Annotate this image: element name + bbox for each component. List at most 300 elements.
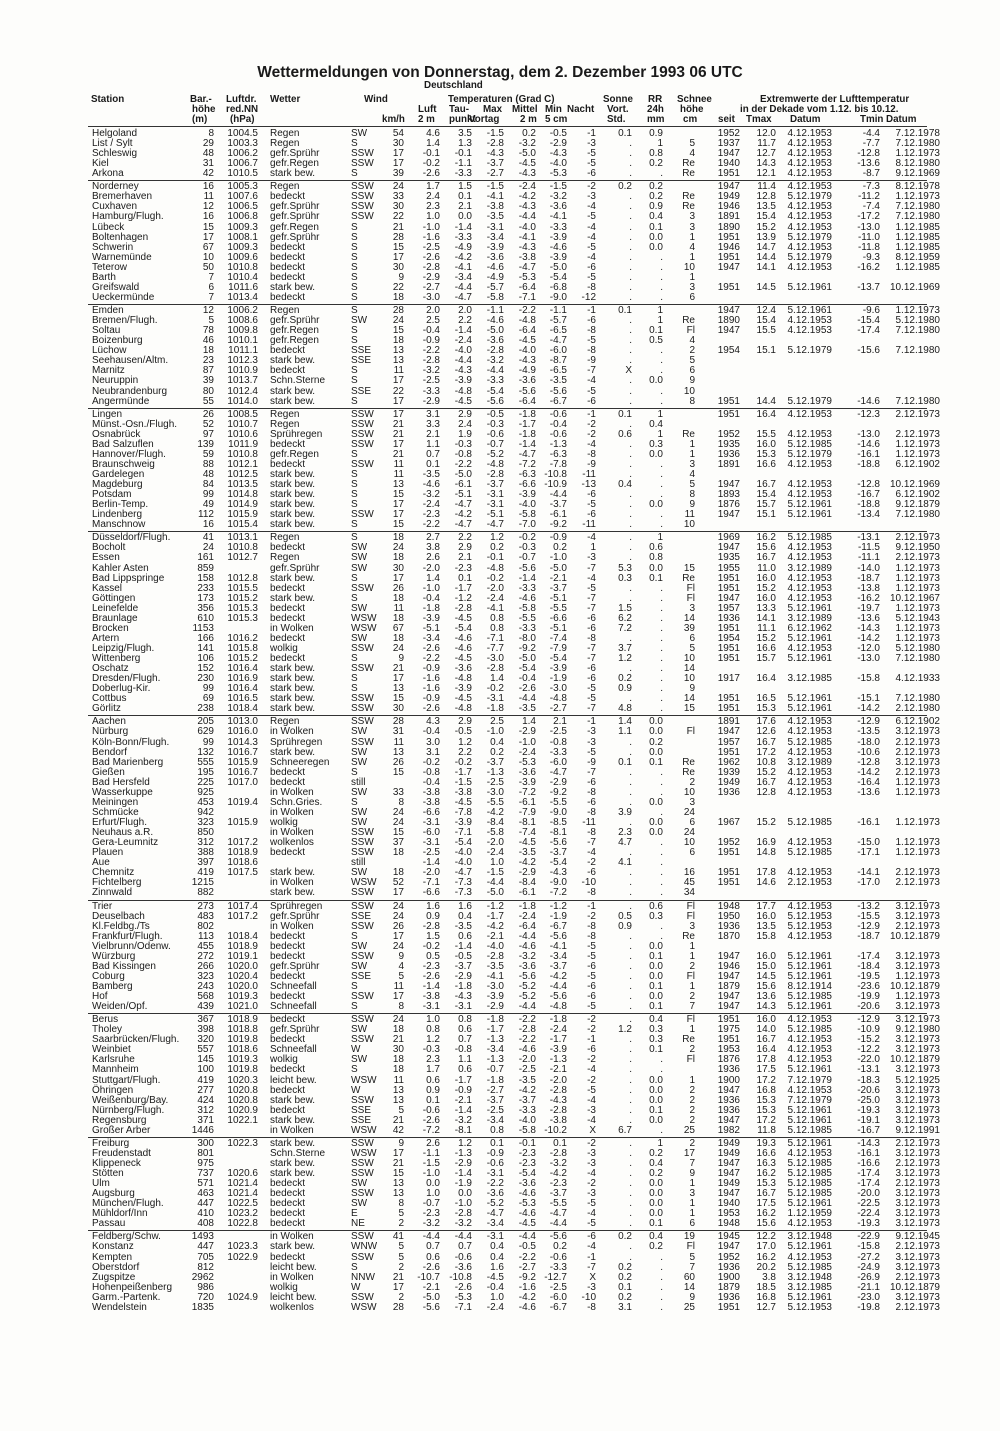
tmax: 16.6 [756, 458, 776, 470]
wind-speed: 21 [392, 663, 404, 675]
air-temp: -3.9 [422, 612, 440, 624]
night-temp: -2 [587, 1137, 596, 1149]
tmax: 15.4 [756, 315, 776, 327]
snow-depth: 1 [689, 1198, 695, 1210]
air-temp: 2.1 [426, 428, 440, 440]
tmin-date: 10.12.1969 [889, 479, 940, 491]
night-temp: -2 [587, 181, 596, 193]
precipitation: . [660, 281, 663, 293]
elevation: 39 [202, 375, 214, 387]
air-temp: -0.4 [422, 325, 440, 337]
night-temp: -8 [587, 281, 596, 293]
wind-direction: SSE [351, 1104, 372, 1116]
dewpoint: -4.5 [454, 693, 472, 705]
min-temp: -9.2 [549, 519, 567, 531]
max-temp: -3.1 [486, 1231, 504, 1243]
tmin: -17.1 [857, 847, 880, 859]
precipitation: 0.0 [649, 562, 663, 574]
record-since: 1890 [717, 315, 740, 327]
min-temp: 0.2 [553, 1241, 567, 1253]
station-name: Brocken [92, 622, 129, 634]
elevation: 942 [197, 806, 214, 818]
wind-direction: SSW [351, 418, 374, 430]
air-temp: 2.0 [426, 305, 440, 317]
weather: gefr.Sprühr [270, 960, 320, 972]
max-temp: -3.4 [486, 1044, 504, 1056]
wind-speed: 17 [392, 509, 404, 521]
wind-direction: S [351, 519, 358, 531]
tmin: -21.1 [857, 1281, 880, 1293]
dewpoint: -3.2 [454, 1218, 472, 1230]
tmin-date: 2.12.1973 [895, 1241, 940, 1253]
mean-temp: -5.5 [518, 612, 536, 624]
mean-temp: -3.5 [518, 1074, 536, 1086]
max-temp: -5.0 [486, 887, 504, 899]
dewpoint: 2.2 [458, 532, 472, 544]
dewpoint: 0.7 [458, 1241, 472, 1253]
weather: bedeckt [270, 950, 306, 962]
precipitation: 0.3 [649, 1024, 663, 1036]
snow-header: Schnee [677, 94, 712, 105]
pressure: 1017.5 [227, 867, 258, 879]
record-since: 1949 [717, 776, 740, 788]
pressure: 1012.3 [227, 355, 258, 367]
air-temp: -1.0 [422, 1168, 440, 1180]
pressure: 1013.0 [227, 716, 258, 728]
precipitation: 0.0 [649, 1208, 663, 1220]
record-since: 1936 [717, 1291, 740, 1303]
sunshine: 0.1 [618, 305, 632, 317]
tmax-date: 4.12.1953 [787, 643, 832, 654]
max-temp: -5.1 [486, 509, 504, 521]
tmax: 15.4 [756, 489, 776, 501]
pressure: 1015.2 [227, 653, 258, 665]
station-name: Gera-Leumnitz [92, 837, 159, 849]
elevation: 50 [202, 261, 214, 273]
max-temp: -3.7 [486, 1094, 504, 1106]
sunshine: . [629, 499, 632, 511]
min-temp: -3.7 [549, 582, 567, 594]
station-name: Lingen [92, 408, 123, 420]
weather: in Wolken [270, 726, 314, 738]
dewpoint: -1.8 [454, 980, 472, 992]
wind-speed: 17 [392, 1281, 404, 1293]
min-temp: -3.7 [549, 1188, 567, 1200]
dewpoint: -4.3 [454, 991, 472, 1003]
dewpoint: -0.5 [454, 950, 472, 962]
sunshine: . [629, 776, 632, 788]
station-name: Weiden/Opf. [92, 1001, 148, 1013]
snow-depth: 2 [689, 960, 695, 972]
min-temp: -1.9 [549, 673, 567, 685]
tmax-date: 5.12.1985 [787, 1168, 832, 1180]
wind-speed: 17 [392, 148, 404, 160]
tmax-date: 4.12.1953 [787, 582, 832, 594]
min-temp: -2.1 [549, 572, 567, 584]
weather: bedeckt [270, 1188, 306, 1200]
pressure: 1015.8 [227, 643, 258, 654]
night-temp: -4 [587, 1208, 596, 1220]
air-temp: -2.9 [422, 395, 440, 407]
elevation: 17 [202, 231, 214, 243]
tmin: -14.2 [857, 632, 880, 644]
record-since: 1936 [717, 1064, 740, 1076]
station-name: Freiburg [92, 1137, 130, 1149]
max-temp: 0.4 [490, 1251, 504, 1263]
snow-depth: 6 [689, 632, 695, 644]
tmin: -18.4 [857, 960, 880, 972]
record-since: 1949 [717, 1147, 740, 1159]
pressure: 1016.0 [227, 726, 258, 738]
mean-temp: -4.4 [518, 1231, 536, 1243]
weather: bedeckt [270, 653, 306, 665]
tmax-date: 5.12.1953 [787, 920, 832, 932]
sunshine: . [629, 221, 632, 233]
pressure: 1007.6 [227, 191, 258, 203]
night-temp: -9 [587, 756, 596, 768]
max-temp: -3.4 [486, 231, 504, 243]
mean-temp: -9.2 [518, 643, 536, 654]
tmin-date: 3.12.1973 [895, 1064, 940, 1076]
mean-temp: -1.8 [518, 428, 536, 440]
precipitation: . [660, 479, 663, 491]
mean-temp: -4.1 [518, 231, 536, 243]
night-temp: -4 [587, 847, 596, 859]
wind-speed: 15 [392, 1168, 404, 1180]
header-luftdr-2: red.NN [226, 104, 259, 115]
tmax: 12.4 [756, 305, 776, 317]
station-name: Wasserkuppe [92, 786, 153, 798]
dewpoint: -7.1 [454, 827, 472, 839]
precipitation: 0.0 [649, 716, 663, 728]
snow-depth: 1 [689, 251, 695, 263]
air-temp: -2.2 [422, 519, 440, 531]
wind-direction: WSW [351, 1301, 377, 1313]
wind-speed: 24 [392, 1014, 404, 1026]
air-temp: 0.9 [426, 910, 440, 922]
precipitation: . [660, 847, 663, 859]
tmax-date: 5.12.1985 [787, 1124, 832, 1136]
mean-temp: -4.2 [518, 857, 536, 869]
pressure: 1012.1 [227, 458, 258, 470]
dewpoint: -4.7 [454, 867, 472, 879]
dewpoint: -7.1 [454, 1301, 472, 1313]
max-temp: -0.2 [486, 683, 504, 695]
station-name: Cottbus [92, 693, 127, 705]
weather: gefr.Sprühr [270, 562, 320, 574]
header-mittel-2: 2 m [520, 114, 537, 125]
weather: gefr.Sprühr [270, 211, 320, 223]
weather: stark bew. [270, 1137, 316, 1149]
wind-speed: 26 [392, 582, 404, 594]
wind-speed: 18 [392, 632, 404, 644]
snow-depth: Fl [686, 592, 695, 604]
tmax-date: 4.12.1953 [787, 1251, 832, 1263]
sunshine: 0.3 [618, 572, 632, 584]
min-temp: -3.7 [549, 960, 567, 972]
air-temp: -1.5 [422, 1158, 440, 1169]
precipitation: 0.2 [649, 1241, 663, 1253]
weather: Schn.Sterne [270, 375, 326, 387]
weather: bedeckt [270, 1208, 306, 1220]
tmax-date: 4.12.1953 [787, 786, 832, 798]
max-temp: -3.3 [486, 375, 504, 387]
max-temp: -3.0 [486, 786, 504, 798]
station-name: Freudenstadt [92, 1147, 151, 1159]
max-temp: 0.8 [490, 622, 504, 634]
tmax: 16.6 [756, 643, 776, 654]
tmax-date: 5.12.1979 [787, 345, 832, 357]
max-temp: -3.0 [486, 653, 504, 665]
tmin: -13.0 [857, 653, 880, 665]
dewpoint: -1.2 [454, 592, 472, 604]
night-temp: -8 [587, 930, 596, 942]
mean-temp: -5.0 [518, 653, 536, 665]
dewpoint: -5.4 [454, 837, 472, 849]
station-name: Teterow [92, 261, 128, 273]
air-temp: -1.6 [422, 683, 440, 695]
snow-depth: 7 [689, 1001, 695, 1013]
tmin: -20.6 [857, 1001, 880, 1013]
max-temp: -4.1 [486, 970, 504, 982]
tmin: -19.1 [857, 1114, 880, 1126]
tmax-date: 5.12.1961 [787, 693, 832, 705]
mean-temp: -3.6 [518, 375, 536, 387]
dewpoint: -4.4 [454, 281, 472, 293]
dewpoint: -4.5 [454, 653, 472, 665]
min-temp: -4.1 [549, 940, 567, 952]
tmin-date: 8.12.1980 [895, 158, 940, 170]
mean-temp: -5.6 [518, 385, 536, 397]
mean-temp: -3.5 [518, 847, 536, 859]
sunshine: . [629, 395, 632, 407]
snow-depth: 39 [683, 622, 695, 634]
weather: Regen [270, 418, 300, 430]
tmin: -7.4 [862, 201, 880, 213]
header-rule [88, 126, 927, 127]
tmin-date: 9.12.1991 [895, 1124, 940, 1136]
tmin: -26.9 [857, 1271, 880, 1283]
air-temp: -3.8 [422, 991, 440, 1003]
header-bar-2: höhe [192, 104, 216, 115]
header-sonne-2: Vort. [607, 104, 629, 115]
mean-temp: -4.2 [518, 1084, 536, 1096]
max-temp: -2.7 [486, 1084, 504, 1096]
night-temp: -5 [587, 683, 596, 695]
pressure: 1008.6 [227, 315, 258, 327]
night-temp: -8 [587, 632, 596, 644]
air-temp: -5.0 [422, 1291, 440, 1303]
weather: bedeckt [270, 271, 306, 283]
air-temp: 1.0 [426, 211, 440, 223]
dewpoint: 2.9 [458, 408, 472, 420]
night-temp: -6 [587, 1044, 596, 1056]
record-since: 1951 [717, 622, 740, 634]
wind-speed: 21 [392, 418, 404, 430]
wind-direction: S [351, 291, 358, 303]
tmax: 17.7 [756, 900, 776, 912]
elevation: 447 [197, 1241, 214, 1253]
tmax: 15.2 [756, 582, 776, 594]
precipitation: . [660, 395, 663, 407]
tmin-date: 3.12.1973 [895, 1094, 940, 1106]
mean-temp: -6.4 [518, 395, 536, 407]
air-temp: -0.8 [422, 766, 440, 778]
tmax: 16.7 [756, 776, 776, 788]
dewpoint: 3.5 [458, 128, 472, 139]
tmax-date: 4.12.1953 [787, 479, 832, 491]
extremes-header: Extremwerte der Lufttemperatur [760, 94, 910, 105]
tmin-date: 2.12.1973 [895, 766, 940, 778]
air-temp: -2.1 [422, 1281, 440, 1293]
mean-temp: -4.6 [518, 1301, 536, 1313]
record-since: 1951 [717, 251, 740, 263]
tmin-date: 3.12.1973 [895, 1044, 940, 1056]
station-name: Bremen/Flugh. [92, 315, 158, 327]
station-name: Neuhaus a.R. [92, 827, 154, 839]
elevation: 410 [197, 1208, 214, 1220]
station-name: Großer Arber [92, 1124, 151, 1136]
record-since: 1947 [717, 950, 740, 962]
wind-direction: SSE [351, 910, 372, 922]
tmax: 15.3 [756, 1178, 776, 1190]
mean-temp: -5.2 [518, 991, 536, 1003]
air-temp: -0.6 [422, 1104, 440, 1116]
dewpoint: -7.8 [454, 806, 472, 818]
precipitation: 0.0 [649, 726, 663, 738]
tmax: 14.6 [756, 877, 776, 889]
tmax: 14.7 [756, 241, 776, 253]
min-temp: -2.9 [549, 776, 567, 788]
weather: stark bew. [270, 693, 316, 705]
dewpoint: 2.1 [458, 201, 472, 213]
header-max-1: Max [483, 104, 503, 115]
pressure: 1016.2 [227, 632, 258, 644]
dewpoint: -4.9 [454, 241, 472, 253]
sunshine: 5.3 [618, 562, 632, 574]
station-name: Zugspitze [92, 1271, 136, 1283]
min-temp: -2.9 [549, 138, 567, 150]
weather: in Wolken [270, 827, 314, 839]
wind-direction: SSW [351, 900, 374, 912]
min-temp: -0.8 [549, 736, 567, 748]
min-temp: -5.1 [549, 622, 567, 634]
max-temp: -5.4 [486, 385, 504, 397]
pressure: 1023.2 [227, 1208, 258, 1220]
weather: bedeckt [270, 1218, 306, 1230]
station-name: Wittenberg [92, 653, 141, 665]
min-temp: -1.8 [549, 1014, 567, 1026]
night-temp: -6 [587, 980, 596, 992]
min-temp: -1.5 [549, 181, 567, 193]
tmax: 15.8 [756, 930, 776, 942]
dewpoint: -0.8 [454, 1044, 472, 1056]
tmax-date: 5.12.1961 [787, 1104, 832, 1116]
snow-depth: 6 [689, 291, 695, 303]
tmin: -13.6 [857, 158, 880, 170]
tmin-date: 1.12.1985 [895, 221, 940, 233]
tmax-date: 4.12.1953 [787, 900, 832, 912]
precipitation: 0.0 [649, 991, 663, 1003]
wind-speed: 18 [392, 612, 404, 624]
station-name: Münst.-Osn./Flugh. [92, 418, 178, 430]
elevation: 7 [208, 271, 214, 283]
tmax: 17.0 [756, 1241, 776, 1253]
header-schnee-2: höhe [680, 104, 704, 115]
mean-temp: -5.4 [518, 1168, 536, 1180]
dewpoint: -3.7 [454, 960, 472, 972]
tmax-date: 5.12.1961 [787, 305, 832, 317]
night-temp: -5 [587, 148, 596, 160]
dewpoint: -4.5 [454, 796, 472, 808]
elevation: 557 [197, 1044, 214, 1056]
tmin: -18.8 [857, 458, 880, 470]
elevation: 367 [197, 1014, 214, 1026]
sunshine: 0.2 [618, 1291, 632, 1303]
mean-temp: 1.4 [522, 716, 536, 728]
tmax: 17.2 [756, 1114, 776, 1126]
tmin: -17.4 [857, 1168, 880, 1180]
elevation: 141 [197, 643, 214, 654]
max-temp: 1.0 [490, 1291, 504, 1303]
tmin-date: 9.12.1969 [895, 168, 940, 180]
tmax: 11.0 [757, 562, 776, 574]
tmin-date: 1.12.1973 [895, 602, 940, 614]
pressure: 1009.3 [227, 241, 258, 253]
record-since: 1936 [717, 1261, 740, 1273]
dewpoint: -2.8 [454, 602, 472, 614]
pressure: 1010.5 [227, 168, 258, 180]
tmax-date: 5.12.1979 [787, 448, 832, 460]
min-temp: -6.5 [549, 325, 567, 337]
dewpoint: 2.9 [458, 716, 472, 728]
tmin-date: 1.12.1973 [895, 305, 940, 317]
night-temp: -6 [587, 168, 596, 180]
sunshine: . [629, 519, 632, 531]
wind-speed: 26 [392, 756, 404, 768]
air-temp: -3.2 [422, 489, 440, 501]
wind-direction: SSW [351, 509, 374, 521]
dewpoint: -3.8 [454, 786, 472, 798]
wind-direction: WNW [351, 1241, 378, 1253]
snow-depth: 10 [683, 786, 695, 798]
wind-direction: S [351, 231, 358, 243]
wind-direction: S [351, 305, 358, 317]
wind-direction: S [351, 138, 358, 150]
precipitation: . [660, 857, 663, 869]
min-temp: 2.1 [553, 716, 567, 728]
record-since: 1947 [717, 325, 740, 337]
sunshine: . [629, 448, 632, 460]
record-since: 1947 [717, 726, 740, 738]
sunshine: 1.4 [618, 716, 632, 728]
header-rr-3: mm [647, 114, 665, 125]
air-temp: -2.3 [422, 1208, 440, 1220]
snow-depth: 3 [689, 458, 695, 470]
tmax: 3.8 [762, 1271, 776, 1283]
tmin: -24.9 [857, 1261, 880, 1273]
snow-depth: 4 [689, 148, 695, 160]
snow-depth: 9 [689, 1168, 695, 1180]
dewpoint: 1.5 [458, 181, 472, 193]
night-temp: -2 [587, 428, 596, 440]
mean-temp: -4.5 [518, 837, 536, 849]
record-since: 1975 [717, 1024, 740, 1036]
snow-depth: Re [682, 315, 695, 327]
dewpoint: -3.9 [454, 817, 472, 829]
night-temp: -5 [587, 211, 596, 223]
wind-direction: SSW [351, 1188, 374, 1200]
